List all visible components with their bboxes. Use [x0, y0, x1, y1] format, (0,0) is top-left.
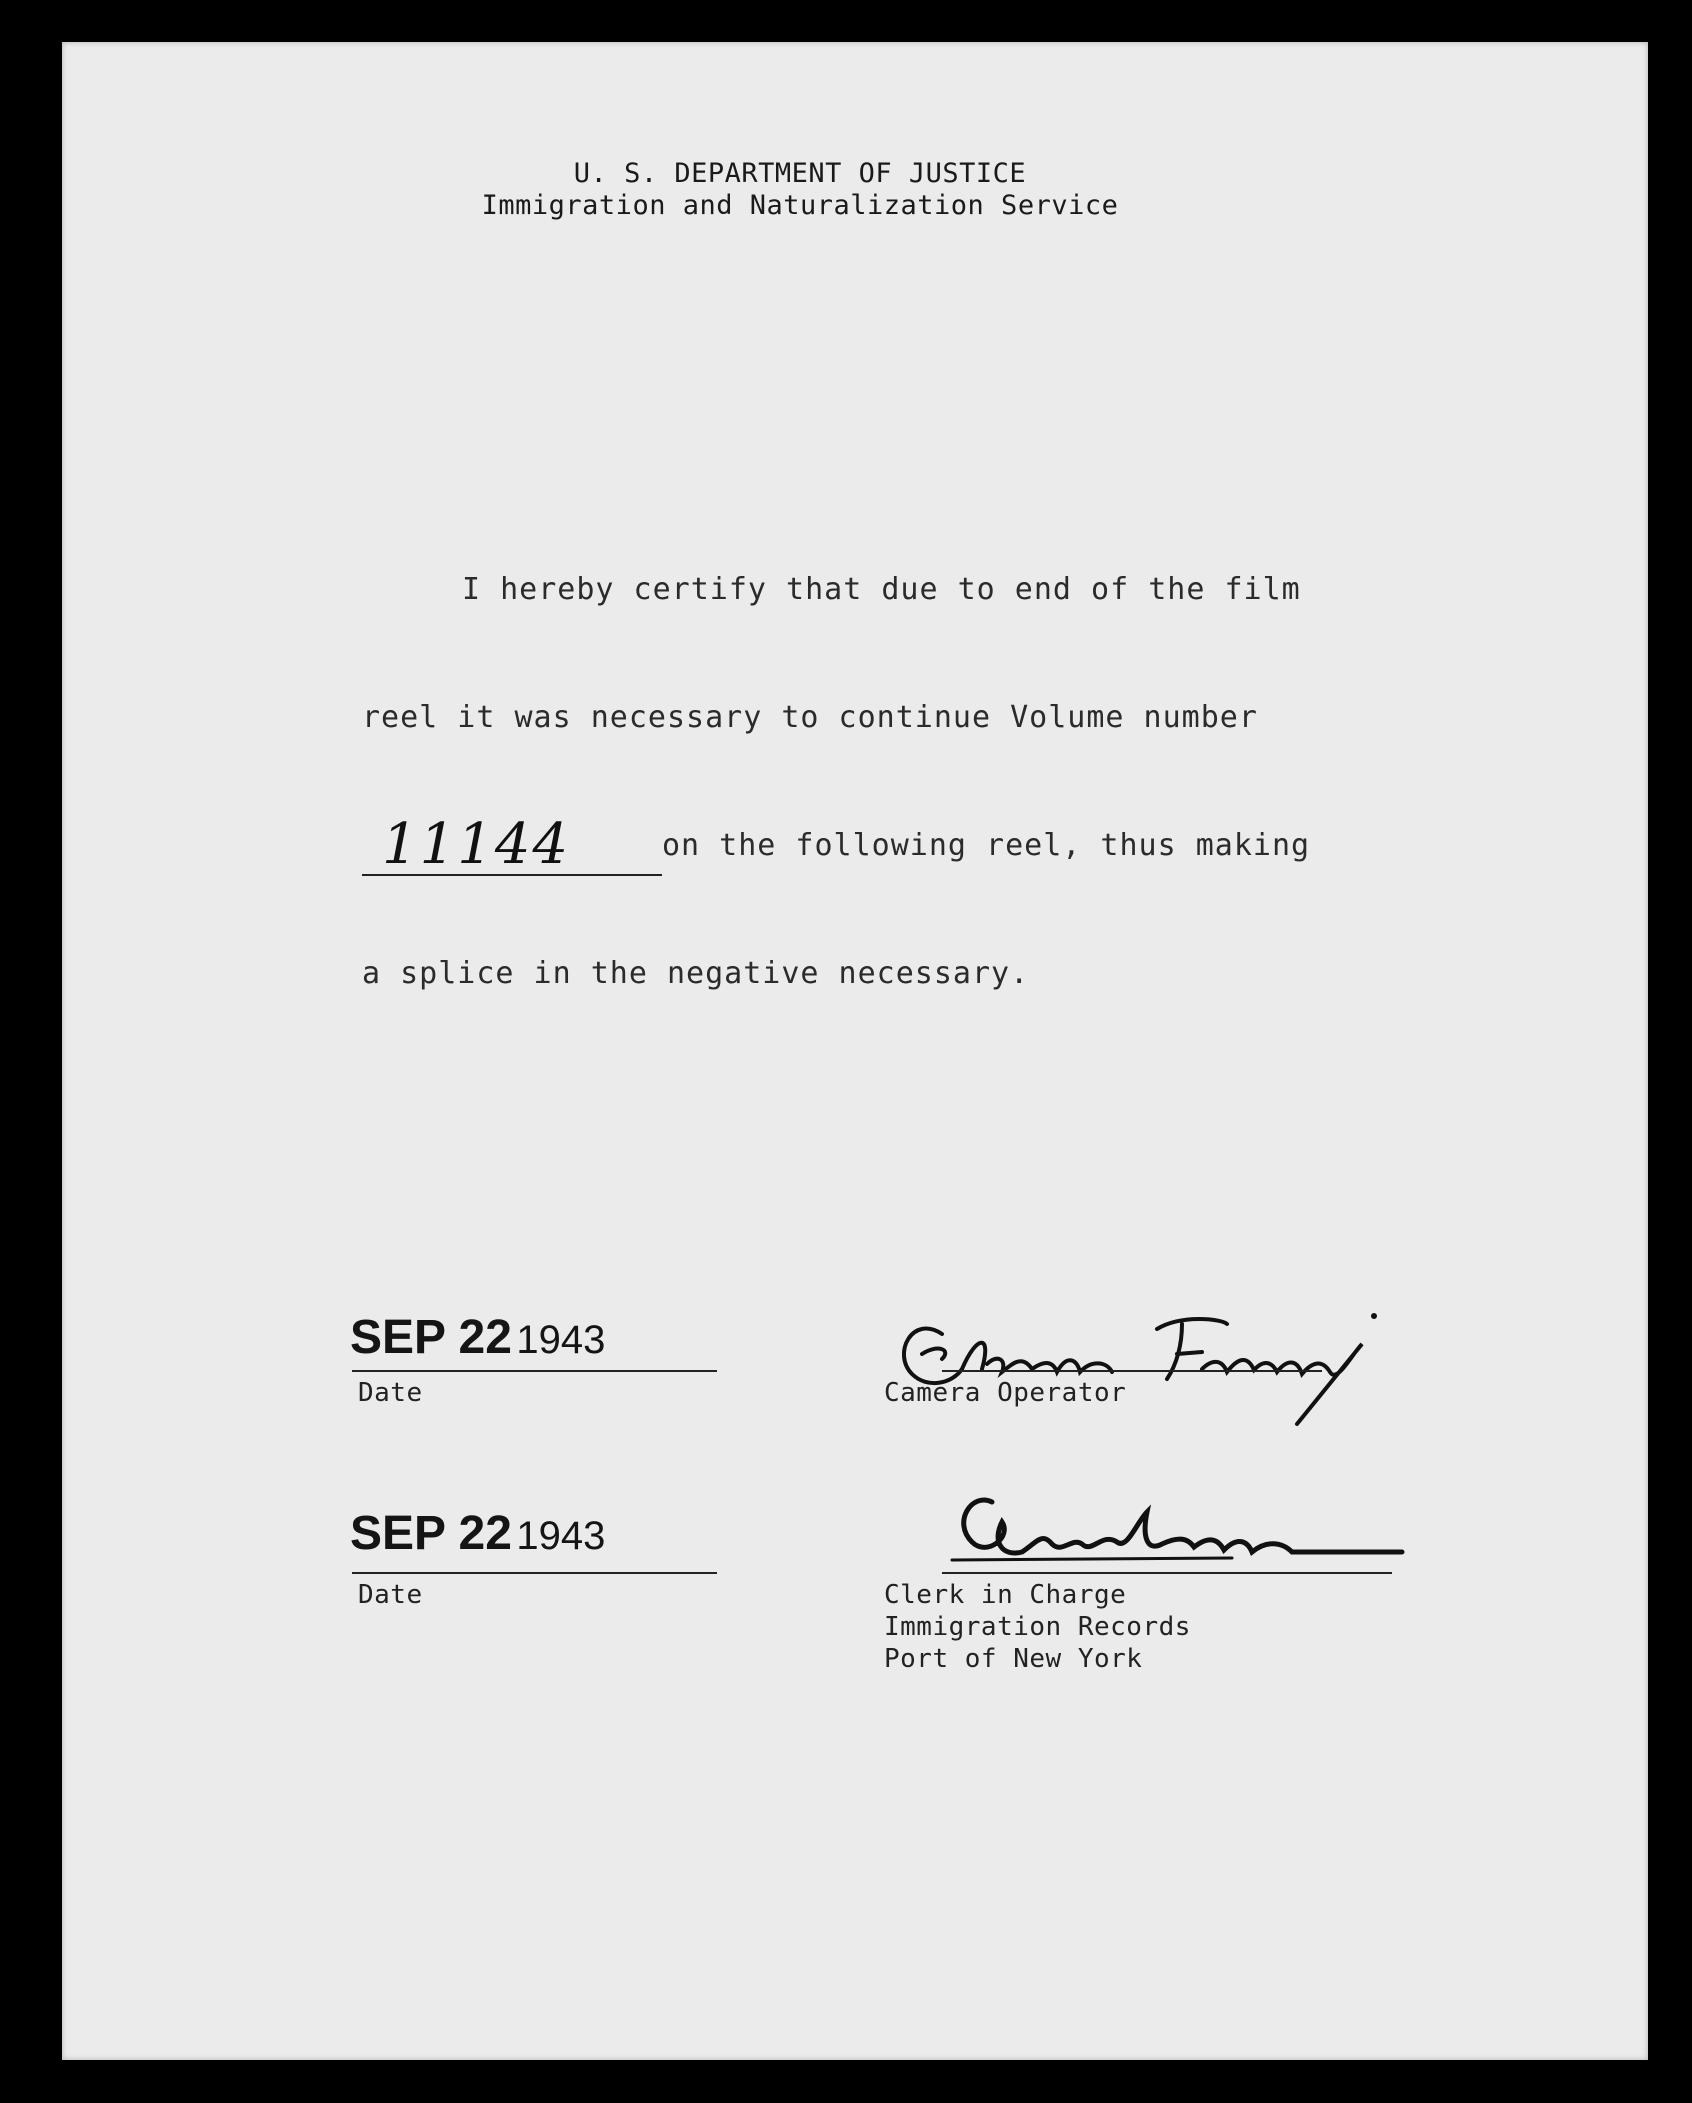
date-stamp-2: [350, 1506, 605, 1561]
camera-operator-signature-line: [942, 1370, 1322, 1372]
certify-line-1: I hereby certify that due to end of the film: [462, 572, 1301, 607]
service-heading: Immigration and Naturalization Service: [481, 190, 1119, 221]
date-line-1: [352, 1370, 717, 1372]
port-label: Port of New York: [884, 1644, 1143, 1674]
department-heading: U. S. DEPARTMENT OF JUSTICE: [573, 158, 1027, 189]
date-line-2: [352, 1572, 717, 1574]
immigration-records-label: Immigration Records: [884, 1612, 1191, 1642]
certify-line-3: on the following reel, thus making: [662, 828, 1311, 863]
certify-line-2: reel it was necessary to continue Volume number: [362, 700, 1258, 735]
date-stamp-2-month-day: SEP 22: [350, 1507, 512, 1560]
date-stamp-1-month-day: SEP 22: [350, 1311, 512, 1364]
date-label-2: Date: [358, 1580, 423, 1610]
volume-number-handwritten: 11144: [382, 812, 571, 877]
clerk-signature-line: [942, 1572, 1392, 1574]
clerk-label: Clerk in Charge: [884, 1580, 1127, 1610]
date-stamp-1: [350, 1310, 605, 1365]
camera-operator-signature: [882, 1274, 1442, 1444]
certify-line-4: a splice in the negative necessary.: [362, 956, 1030, 991]
volume-fill-line: [362, 874, 662, 876]
document-page: [62, 42, 1648, 2060]
date-stamp-2-year: 1943: [516, 1514, 606, 1558]
date-label-1: Date: [358, 1378, 423, 1408]
date-stamp-1-year: 1943: [516, 1318, 606, 1362]
camera-operator-label: Camera Operator: [884, 1378, 1127, 1408]
clerk-signature: [932, 1482, 1412, 1572]
